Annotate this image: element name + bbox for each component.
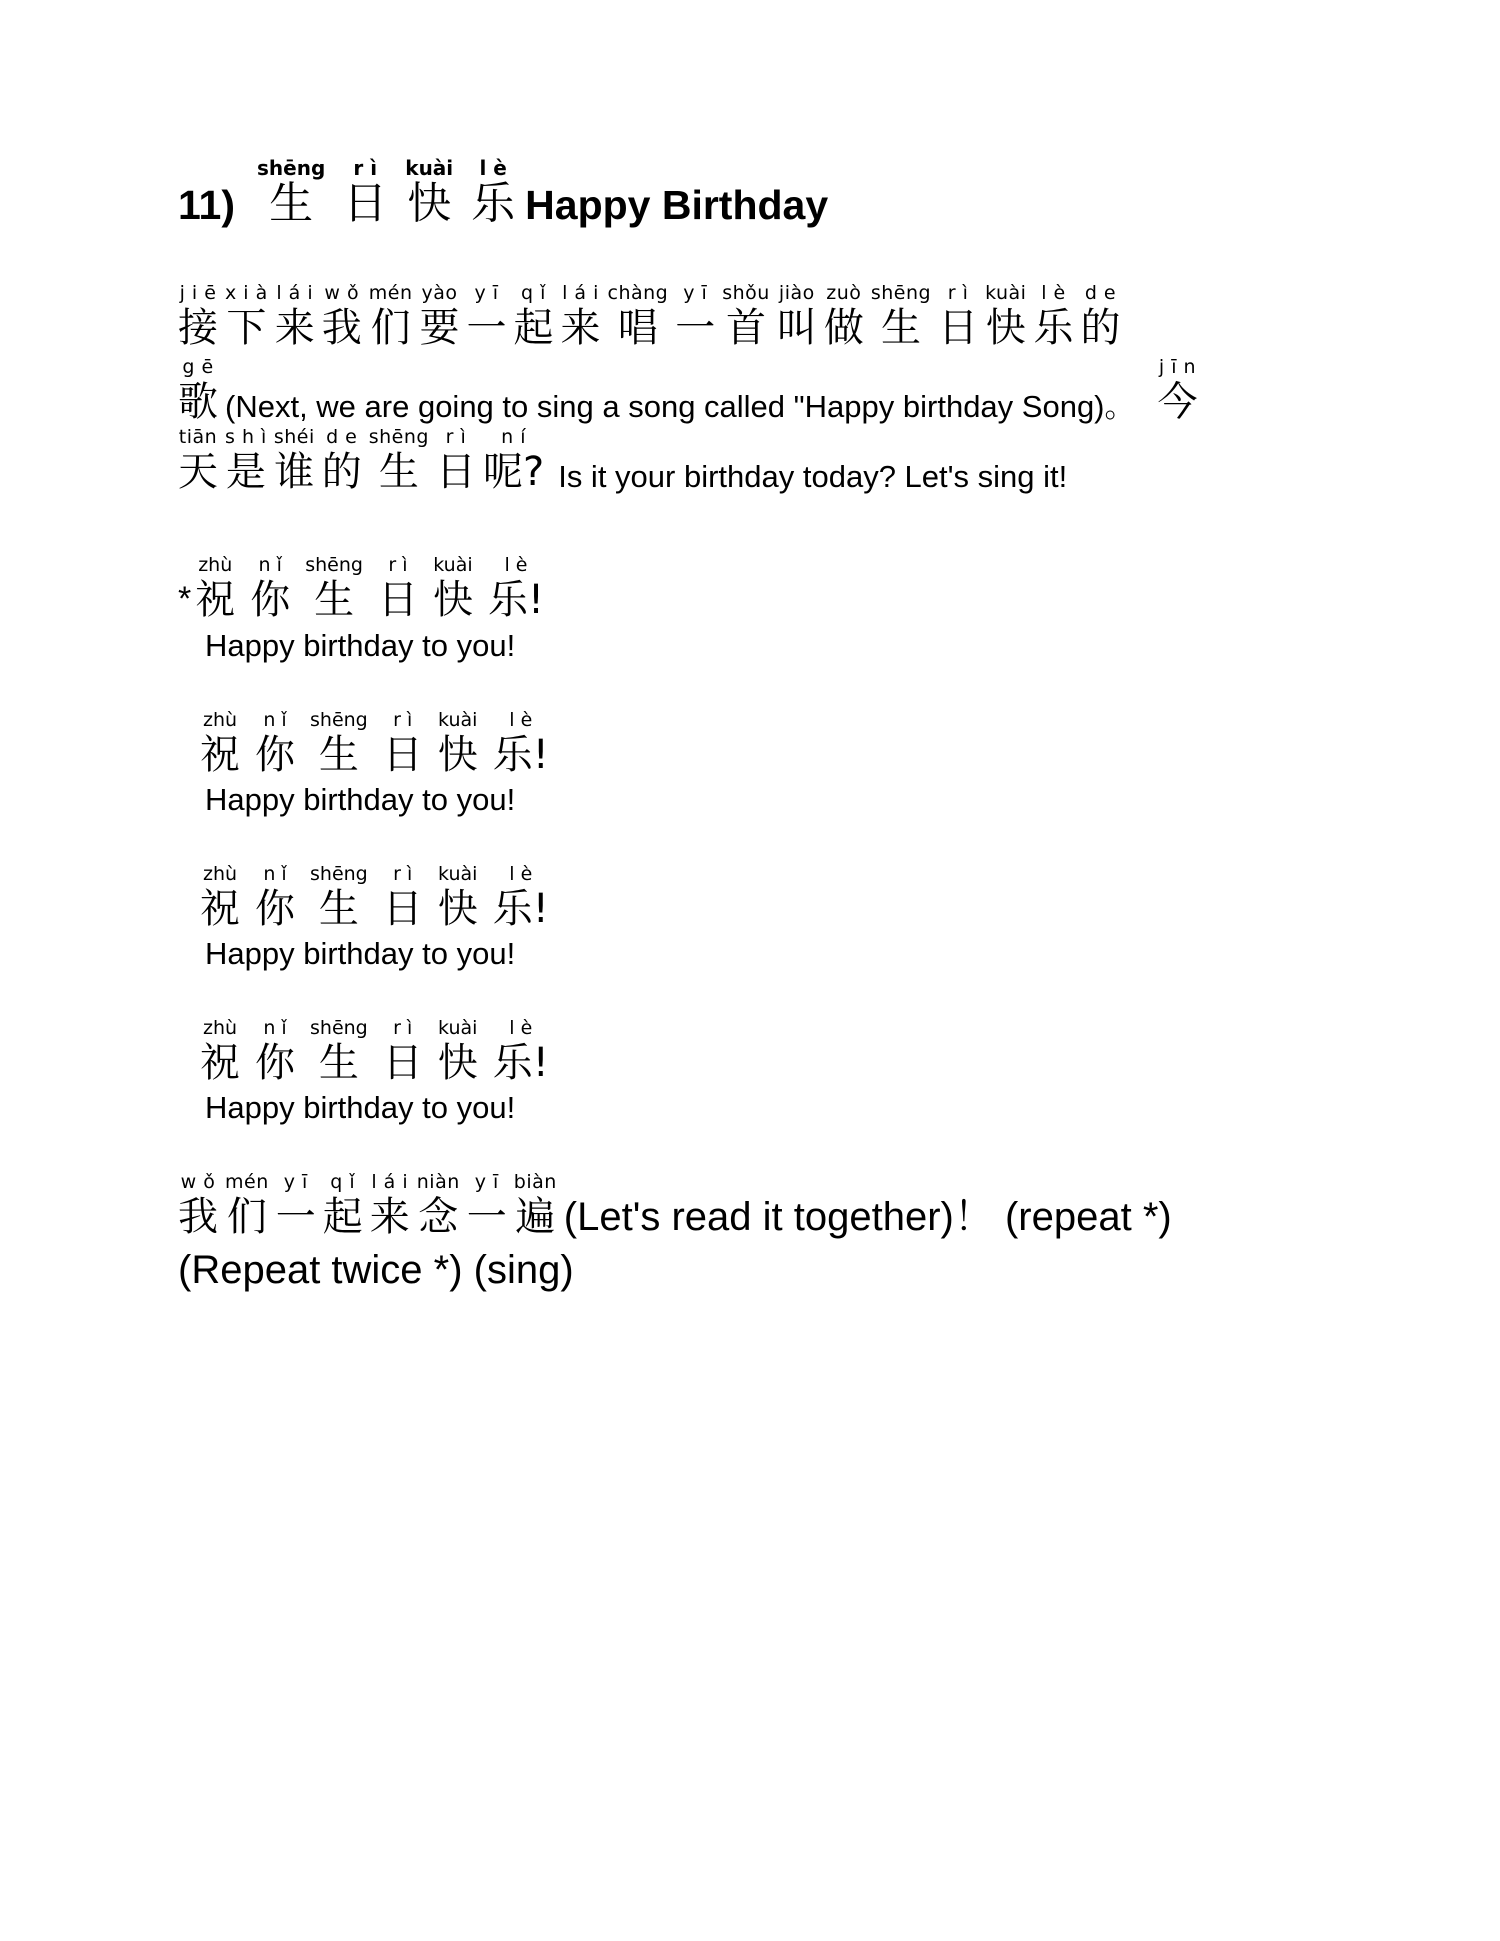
hanzi: 念: [418, 1194, 459, 1240]
hanzi: 我: [321, 305, 362, 351]
pinyin: mén: [368, 282, 413, 304]
intro-english-next: (Next, we are going to sing a song called "Happy birthday Song)。: [225, 389, 1136, 424]
pinyin: q ǐ: [330, 1171, 356, 1193]
hanzi: 祝: [200, 1040, 240, 1086]
ruby: [250, 554, 291, 623]
pinyin: n ǐ: [263, 1017, 287, 1039]
pinyin: l è: [1041, 282, 1066, 304]
hanzi: 快: [432, 577, 473, 623]
ruby: [513, 282, 554, 351]
hanzi: 一: [466, 305, 507, 351]
song-english-3: Happy birthday to you!: [205, 936, 516, 971]
pinyin: kuài: [985, 282, 1027, 304]
song-english-4: Happy birthday to you!: [205, 1090, 516, 1125]
ruby: [1033, 282, 1074, 351]
hanzi: 生: [318, 886, 359, 932]
pinyin: n ǐ: [263, 863, 287, 885]
ruby: [195, 554, 236, 623]
hanzi: 乐!: [487, 577, 545, 623]
title-heading: [178, 156, 829, 229]
ruby: [369, 1171, 410, 1240]
title-ruby-0: [257, 156, 326, 229]
ruby: [985, 282, 1027, 351]
pinyin: shēng: [305, 554, 363, 576]
title-ruby-3: [471, 156, 516, 229]
pinyin: n ǐ: [258, 554, 282, 576]
hanzi: 谁: [274, 449, 315, 495]
ruby: [200, 1017, 240, 1086]
pinyin: r ì: [393, 709, 413, 731]
ruby: [321, 282, 362, 351]
pinyin: kuài: [433, 554, 473, 576]
hanzi: 天: [178, 449, 218, 495]
ruby: [492, 863, 549, 932]
ruby: [275, 1171, 316, 1240]
pinyin: l á i: [371, 1171, 409, 1193]
pinyin: r ì: [393, 863, 413, 885]
ruby: [310, 709, 368, 778]
pinyin: l è: [509, 863, 533, 885]
ruby: [225, 426, 267, 495]
pinyin: y ī: [474, 1171, 499, 1193]
pinyin: r ì: [353, 156, 378, 180]
hanzi: 你: [255, 1040, 295, 1086]
hanzi: 们: [370, 305, 411, 351]
pinyin: jiào: [778, 282, 815, 304]
hanzi: 首: [726, 305, 767, 351]
pinyin: r ì: [393, 1017, 413, 1039]
ruby: [776, 282, 817, 351]
hanzi: 生: [378, 449, 419, 495]
title-underlined: [178, 156, 829, 229]
pinyin: y ī: [283, 1171, 308, 1193]
pinyin: zhù: [198, 554, 233, 576]
ruby: [437, 1017, 478, 1086]
hanzi: 日: [343, 178, 388, 229]
hanzi: 乐!: [492, 1040, 549, 1086]
hanzi: 的: [1080, 305, 1121, 351]
pinyin: zhù: [202, 863, 238, 885]
hanzi: 乐!: [492, 732, 549, 778]
song-english-2: Happy birthday to you!: [205, 782, 516, 817]
pinyin: kuài: [438, 863, 478, 885]
ruby: [178, 282, 218, 351]
ruby: [368, 426, 429, 495]
pinyin: shǒu: [722, 282, 770, 304]
song-line-4: [200, 1017, 564, 1086]
ruby: [377, 554, 418, 623]
hanzi: 叫: [776, 305, 817, 351]
hanzi: 一: [275, 1194, 316, 1240]
hanzi: 生: [880, 305, 921, 351]
hanzi: 歌: [178, 379, 218, 425]
hanzi: 们: [226, 1194, 267, 1240]
title-ruby-1: [343, 156, 388, 229]
pinyin: r ì: [947, 282, 969, 304]
hanzi: 我: [178, 1194, 218, 1240]
pinyin: l è: [509, 709, 533, 731]
ruby: [274, 282, 315, 351]
ruby: [466, 282, 507, 351]
pinyin: n í: [501, 426, 527, 448]
hanzi: 你: [255, 732, 295, 778]
title-ruby-2: [405, 156, 454, 229]
ruby: [482, 426, 545, 495]
ruby: [607, 282, 669, 351]
pinyin: l è: [504, 554, 528, 576]
hanzi: 要: [419, 305, 460, 351]
ruby: [437, 709, 478, 778]
pinyin: w ǒ: [324, 282, 360, 304]
pinyin: g ē: [182, 356, 214, 378]
hanzi: 一: [675, 305, 716, 351]
hanzi: 乐: [471, 178, 516, 229]
hanzi: 生: [269, 178, 314, 229]
ruby: [273, 426, 315, 495]
pinyin: d e: [326, 426, 358, 448]
ruby: [419, 282, 460, 351]
ruby: [870, 282, 932, 351]
hanzi: 乐!: [492, 886, 549, 932]
pinyin: shēng: [310, 709, 368, 731]
ruby: [382, 1017, 423, 1086]
pinyin: kuài: [438, 709, 478, 731]
hanzi: 你: [255, 886, 295, 932]
pinyin: l á i: [276, 282, 314, 304]
ruby: [255, 709, 295, 778]
ruby: [487, 554, 545, 623]
pinyin: x i à: [225, 282, 268, 304]
hanzi: 呢?: [482, 449, 545, 495]
pinyin: n ǐ: [263, 709, 287, 731]
ruby: [225, 1171, 269, 1240]
hanzi: 快: [437, 732, 478, 778]
hanzi: 快: [437, 1040, 478, 1086]
hanzi: 遍: [515, 1194, 556, 1240]
hanzi: 接: [178, 305, 218, 351]
pinyin: y ī: [683, 282, 708, 304]
ruby: [178, 426, 218, 495]
hanzi: 祝: [200, 732, 240, 778]
ruby: [722, 282, 770, 351]
pinyin: zuò: [826, 282, 862, 304]
pinyin: shēng: [368, 426, 429, 448]
hanzi: 祝: [200, 886, 240, 932]
pinyin: q ǐ: [521, 282, 546, 304]
hanzi: 你: [250, 577, 291, 623]
ruby: [492, 709, 549, 778]
pinyin: kuài: [438, 1017, 478, 1039]
intro-english-question: Is it your birthday today? Let's sing it!: [558, 459, 1068, 494]
ruby: [416, 1171, 460, 1240]
pinyin: shēng: [870, 282, 932, 304]
ruby: [382, 863, 423, 932]
hanzi: 来: [274, 305, 315, 351]
hanzi: 做: [823, 305, 864, 351]
pinyin: w ǒ: [180, 1171, 216, 1193]
pinyin: shéi: [273, 426, 315, 448]
intro-line-1: [178, 282, 1127, 351]
hanzi: 生: [318, 732, 359, 778]
pinyin: r ì: [388, 554, 408, 576]
ruby: [432, 554, 473, 623]
pinyin: shēng: [257, 156, 326, 180]
repeat-marker: *: [178, 580, 192, 619]
song-line-1: [178, 554, 559, 623]
pinyin: l á i: [562, 282, 599, 304]
hanzi: 祝: [195, 577, 236, 623]
pinyin: r ì: [445, 426, 467, 448]
ruby: [437, 863, 478, 932]
pinyin: l è: [479, 156, 507, 180]
ruby: [368, 282, 413, 351]
hanzi: 日: [377, 577, 418, 623]
hanzi: 日: [938, 305, 979, 351]
pinyin: shēng: [310, 1017, 368, 1039]
ruby: [178, 1171, 218, 1240]
hanzi: 快: [407, 178, 452, 229]
hanzi: 来: [560, 305, 601, 351]
hanzi: 的: [321, 449, 362, 495]
ruby: [560, 282, 601, 351]
closing-repeat-line: (Repeat twice *) (sing): [178, 1248, 574, 1292]
ruby: [321, 426, 362, 495]
intro-line-2: [178, 356, 1205, 425]
song-line-2: [200, 709, 564, 778]
pinyin: d e: [1084, 282, 1117, 304]
ruby: [1080, 282, 1121, 351]
ruby: [435, 426, 476, 495]
song-line-3: [200, 863, 564, 932]
closing-line: [178, 1171, 1172, 1240]
hanzi: 一: [466, 1194, 507, 1240]
pinyin: shēng: [310, 863, 368, 885]
ruby: [938, 282, 979, 351]
pinyin: j ī n: [1158, 356, 1197, 378]
hanzi: 日: [382, 886, 423, 932]
ruby: [225, 282, 268, 351]
hanzi: 日: [382, 732, 423, 778]
hanzi: 生: [314, 577, 355, 623]
closing-english: (Let's read it together)！ (repeat *): [563, 1195, 1172, 1239]
hanzi: 唱: [617, 305, 658, 351]
ruby: [200, 709, 240, 778]
hanzi: 来: [369, 1194, 410, 1240]
pinyin: yào: [421, 282, 458, 304]
ruby: [322, 1171, 363, 1240]
pinyin: chàng: [607, 282, 669, 304]
hanzi: 起: [322, 1194, 363, 1240]
ruby: [492, 1017, 549, 1086]
ruby: [178, 356, 218, 425]
pinyin: j i ē: [179, 282, 217, 304]
pinyin: niàn: [416, 1171, 460, 1193]
hanzi: 日: [435, 449, 476, 495]
ruby: [466, 1171, 507, 1240]
title-number: 11): [178, 182, 235, 228]
pinyin: s h ì: [225, 426, 267, 448]
hanzi: 今: [1157, 379, 1198, 425]
ruby: [382, 709, 423, 778]
hanzi: 起: [513, 305, 554, 351]
hanzi: 乐: [1033, 305, 1074, 351]
hanzi: 日: [382, 1040, 423, 1086]
ruby: [200, 863, 240, 932]
pinyin: mén: [225, 1171, 269, 1193]
ruby: [310, 863, 368, 932]
pinyin: zhù: [202, 1017, 238, 1039]
ruby: [823, 282, 864, 351]
hanzi: 下: [226, 305, 267, 351]
pinyin: biàn: [513, 1171, 557, 1193]
hanzi: 生: [318, 1040, 359, 1086]
song-english-1: Happy birthday to you!: [205, 628, 516, 663]
ruby: [310, 1017, 368, 1086]
pinyin: y ī: [474, 282, 499, 304]
pinyin: tiān: [178, 426, 218, 448]
intro-line-3: [178, 426, 1068, 495]
hanzi: 是: [225, 449, 266, 495]
ruby: [255, 1017, 295, 1086]
ruby: [1157, 356, 1198, 425]
ruby: [305, 554, 363, 623]
ruby: [255, 863, 295, 932]
pinyin: zhù: [202, 709, 238, 731]
pinyin: kuài: [405, 156, 454, 180]
ruby: [513, 1171, 557, 1240]
hanzi: 快: [985, 305, 1026, 351]
ruby: [675, 282, 716, 351]
pinyin: l è: [509, 1017, 533, 1039]
hanzi: 快: [437, 886, 478, 932]
title-english: Happy Birthday: [525, 182, 829, 228]
